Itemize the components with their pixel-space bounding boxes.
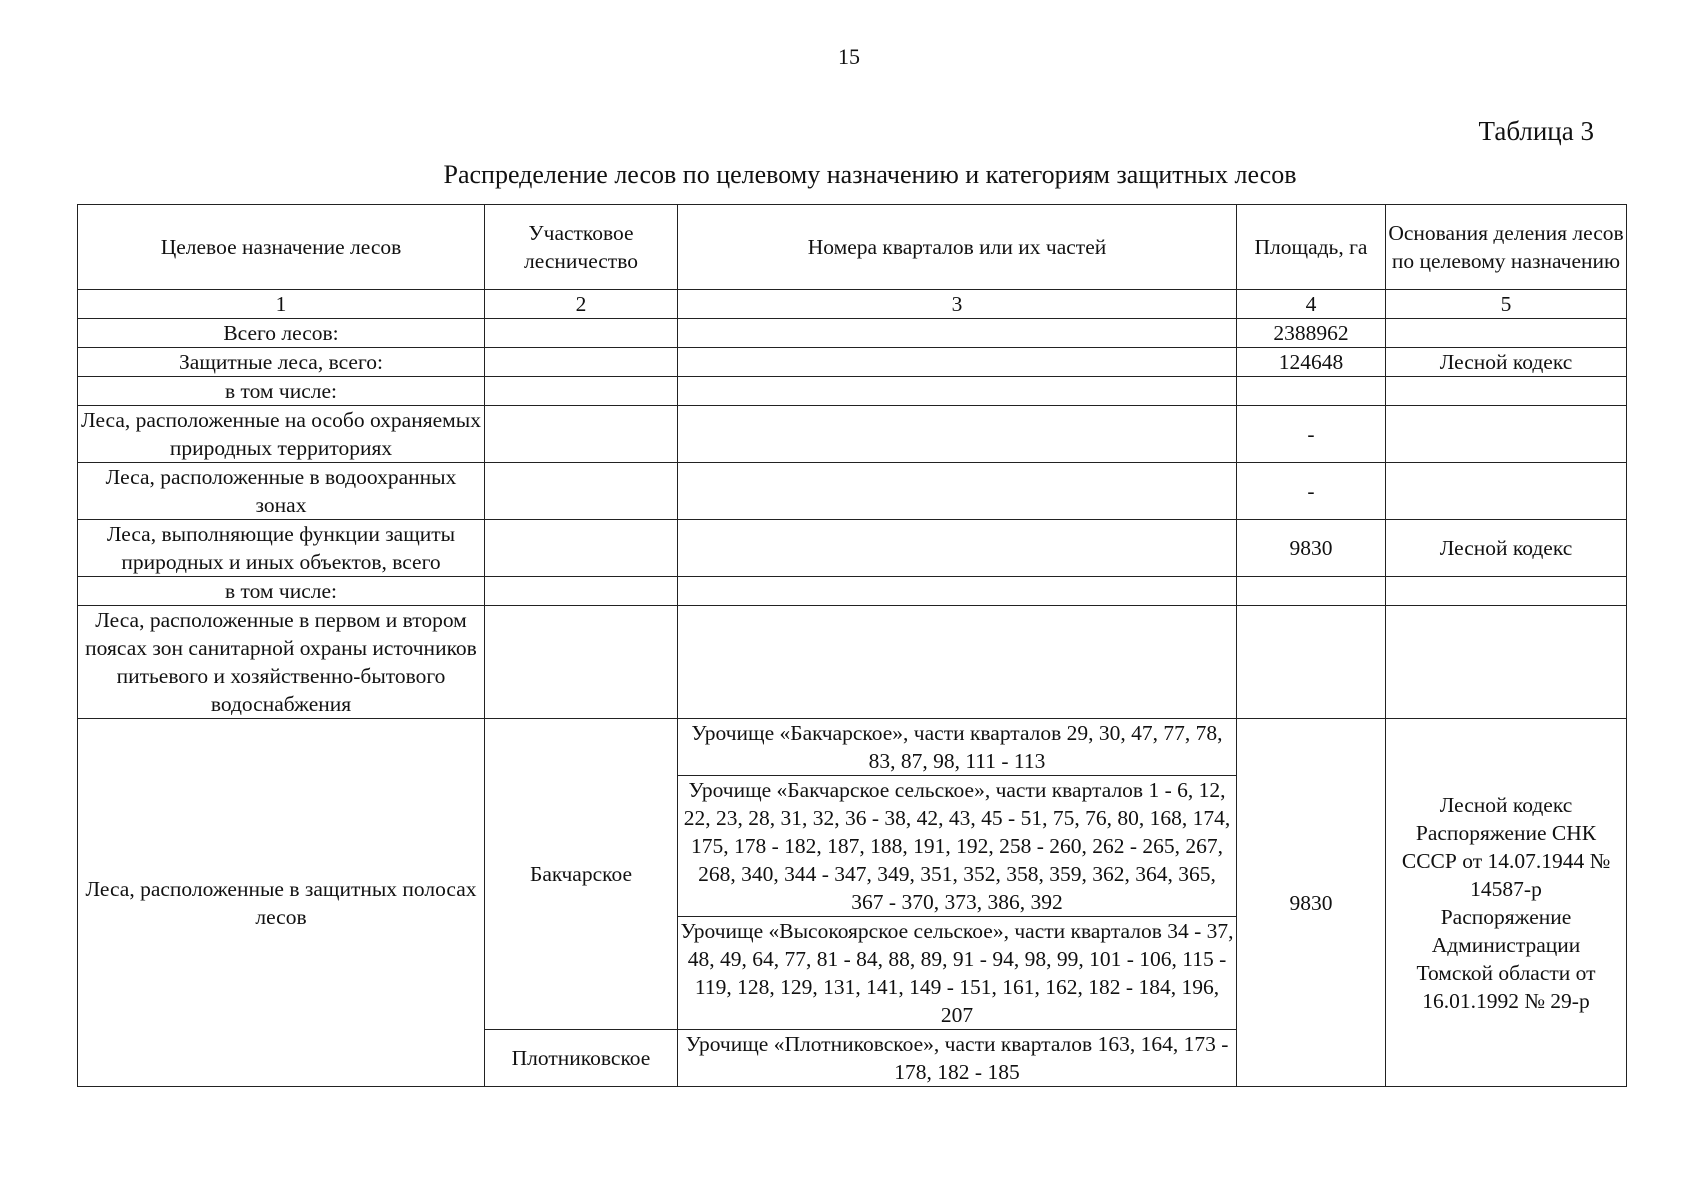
table-row	[78, 406, 1627, 463]
row-quarters	[678, 606, 1237, 719]
column-number: 1	[78, 290, 485, 319]
row-area: -	[1237, 406, 1386, 463]
row-basis: Лесной кодекс	[1386, 348, 1627, 377]
column-number-row	[78, 290, 1627, 319]
row-area: 9830	[1237, 520, 1386, 577]
forest-distribution-table	[77, 204, 1627, 1087]
row-area: 9830	[1237, 719, 1386, 1087]
row-purpose: Леса, расположенные в защитных полосах лесов	[78, 719, 485, 1087]
row-forestry	[485, 520, 678, 577]
row-quarters	[678, 520, 1237, 577]
row-basis	[1386, 377, 1627, 406]
table-row	[78, 463, 1627, 520]
table-row	[78, 348, 1627, 377]
row-area: 2388962	[1237, 319, 1386, 348]
row-basis	[1386, 577, 1627, 606]
row-basis: Лесной кодекс	[1386, 520, 1627, 577]
table-row	[78, 719, 1627, 776]
table-title: Распределение лесов по целевому назначению и категориям защитных лесов	[443, 160, 1297, 189]
column-number: 3	[678, 290, 1237, 319]
table-row	[78, 606, 1627, 719]
row-quarters: Урочище «Высокоярское сельское», части кварталов 34 - 37, 48, 49, 64, 77, 81 - 84, 88, 89, 91 - 94, 98, 99, 101 - 106, 115 - 119, 128, 129, 131, 141, 149 - 151, 161, 162, 182 - 184, 196, 207	[678, 917, 1237, 1030]
row-area	[1237, 377, 1386, 406]
row-quarters	[678, 406, 1237, 463]
row-forestry	[485, 577, 678, 606]
row-quarters: Урочище «Бакчарское», части кварталов 29, 30, 47, 77, 78, 83, 87, 98, 111 - 113	[678, 719, 1237, 776]
row-basis	[1386, 606, 1627, 719]
row-quarters	[678, 577, 1237, 606]
table-label: Таблица 3	[1478, 116, 1594, 146]
row-area: -	[1237, 463, 1386, 520]
row-basis	[1386, 319, 1627, 348]
row-quarters	[678, 377, 1237, 406]
column-number: 5	[1386, 290, 1627, 319]
row-quarters	[678, 463, 1237, 520]
row-purpose: Леса, расположенные на особо охраняемых природных территориях	[78, 406, 485, 463]
row-quarters: Урочище «Бакчарское сельское», части кварталов 1 - 6, 12, 22, 23, 28, 31, 32, 36 - 38, 42, 43, 45 - 51, 75, 76, 80, 168, 174, 175, 178 - 182, 187, 188, 191, 192, 258 - 260, 262 - 265, 267, 268, 340, 344 - 347, 349, 351, 352, 358, 359, 362, 364, 365, 367 - 370, 373, 386, 392	[678, 776, 1237, 917]
header-area: Площадь, га	[1237, 205, 1386, 290]
header-purpose: Целевое назначение лесов	[78, 205, 485, 290]
row-forestry: Бакчарское	[485, 719, 678, 1030]
row-purpose: Леса, расположенные в первом и втором поясах зон санитарной охраны источников питьевого и хозяйственно-бытового водоснабжения	[78, 606, 485, 719]
row-forestry	[485, 606, 678, 719]
page-number: 15	[838, 44, 860, 69]
row-forestry	[485, 348, 678, 377]
row-forestry	[485, 319, 678, 348]
row-basis	[1386, 463, 1627, 520]
row-area	[1237, 606, 1386, 719]
header-forestry: Участковое лесничество	[485, 205, 678, 290]
row-purpose: Леса, выполняющие функции защиты природных и иных объектов, всего	[78, 520, 485, 577]
table-header-row	[78, 205, 1627, 290]
row-basis	[1386, 406, 1627, 463]
row-forestry	[485, 377, 678, 406]
table-row	[78, 520, 1627, 577]
table-row	[78, 577, 1627, 606]
row-area	[1237, 577, 1386, 606]
row-purpose: Защитные леса, всего:	[78, 348, 485, 377]
row-purpose: Всего лесов:	[78, 319, 485, 348]
row-purpose: Леса, расположенные в водоохранных зонах	[78, 463, 485, 520]
row-quarters: Урочище «Плотниковское», части кварталов 163, 164, 173 - 178, 182 - 185	[678, 1030, 1237, 1087]
row-quarters	[678, 319, 1237, 348]
row-basis: Лесной кодекс Распоряжение СНК СССР от 14.07.1944 № 14587-р Распоряжение Администрации Томской области от 16.01.1992 № 29-р	[1386, 719, 1627, 1087]
row-forestry: Плотниковское	[485, 1030, 678, 1087]
header-basis: Основания деления лесов по целевому назначению	[1386, 205, 1627, 290]
row-area: 124648	[1237, 348, 1386, 377]
row-quarters	[678, 348, 1237, 377]
header-quarters: Номера кварталов или их частей	[678, 205, 1237, 290]
column-number: 2	[485, 290, 678, 319]
row-forestry	[485, 406, 678, 463]
row-purpose: в том числе:	[78, 377, 485, 406]
row-purpose: в том числе:	[78, 577, 485, 606]
table-row	[78, 319, 1627, 348]
column-number: 4	[1237, 290, 1386, 319]
table-row	[78, 377, 1627, 406]
row-forestry	[485, 463, 678, 520]
